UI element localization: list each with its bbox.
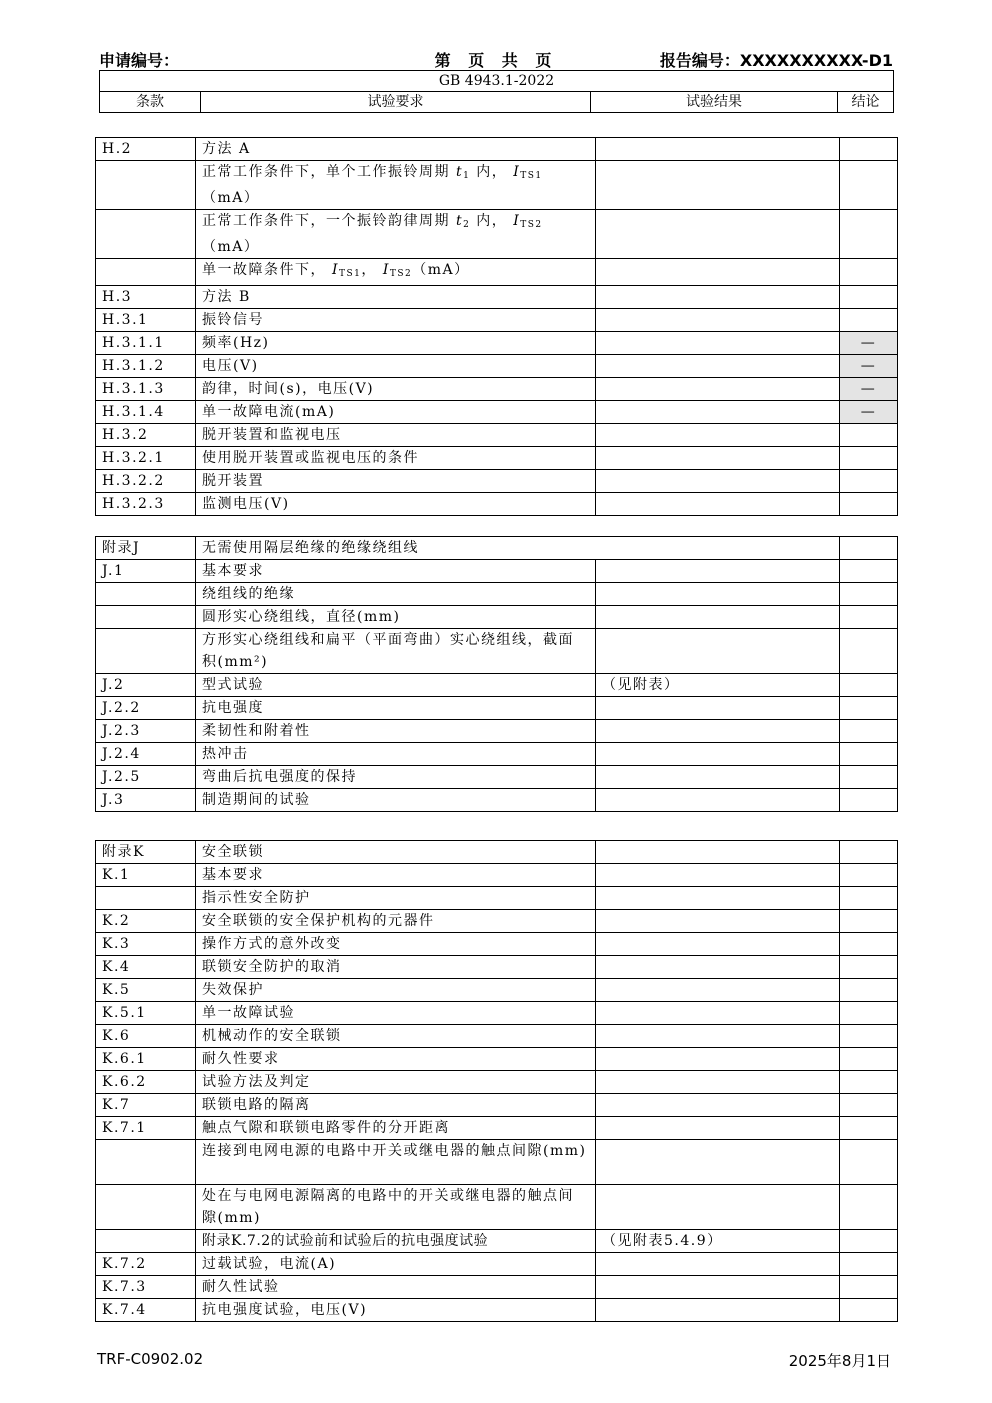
result-cell[interactable] [596, 470, 840, 493]
result-cell[interactable] [596, 161, 840, 210]
col-header-clause: 条款 [100, 92, 201, 113]
table-row [96, 1094, 898, 1117]
clause: J.2 [96, 674, 196, 697]
footer-date: 2025年8月1日 [788, 1352, 891, 1370]
table-row [96, 1185, 898, 1230]
footer-form-number: TRF-C0902.02 [97, 1350, 204, 1368]
result-cell[interactable] [596, 1299, 840, 1322]
requirement: 单一故障条件下， $I_{TS1}$， $I_{TS2}(mA)$ [196, 259, 596, 286]
result-cell[interactable] [596, 720, 840, 743]
verdict-cell[interactable] [840, 606, 898, 629]
clause: K.6.1 [96, 1048, 196, 1071]
verdict-cell[interactable] [840, 933, 898, 956]
table-row [96, 766, 898, 789]
table-row [96, 447, 898, 470]
col-header-result: 试验结果 [591, 92, 838, 113]
requirement: 型式试验 [196, 674, 596, 697]
section-h-table [95, 137, 898, 516]
requirement: 热冲击 [196, 743, 596, 766]
requirement: 监测电压(V) [196, 493, 596, 516]
result-cell[interactable] [596, 210, 840, 259]
result-cell[interactable] [596, 1002, 840, 1025]
result-cell[interactable] [596, 424, 840, 447]
requirement: 耐久性试验 [196, 1276, 596, 1299]
result-cell[interactable] [596, 447, 840, 470]
verdict-cell[interactable] [840, 887, 898, 910]
result-cell[interactable] [596, 138, 840, 161]
result-cell[interactable] [596, 1071, 840, 1094]
verdict-cell[interactable] [840, 138, 898, 161]
requirement: 失效保护 [196, 979, 596, 1002]
clause: K.5.1 [96, 1002, 196, 1025]
clause: 附录J [96, 537, 196, 560]
table-row [96, 210, 898, 259]
table-row [96, 720, 898, 743]
table-row [96, 789, 898, 812]
clause: K.7.1 [96, 1117, 196, 1140]
requirement: 抗电强度 [196, 697, 596, 720]
table-row [96, 401, 898, 424]
verdict-cell[interactable] [840, 1025, 898, 1048]
table-row [96, 493, 898, 516]
clause: H.3.1.3 [96, 378, 196, 401]
result-cell[interactable] [596, 1140, 840, 1185]
clause: H.3.1.4 [96, 401, 196, 424]
table-row [96, 1140, 898, 1185]
result-cell[interactable] [596, 629, 840, 674]
result-cell[interactable] [596, 1253, 840, 1276]
clause: K.6.2 [96, 1071, 196, 1094]
table-row [96, 424, 898, 447]
table-row [96, 606, 898, 629]
verdict-cell[interactable] [840, 210, 898, 259]
table-row [96, 910, 898, 933]
clause [96, 1140, 196, 1185]
clause [96, 583, 196, 606]
result-cell[interactable] [596, 583, 840, 606]
requirement: 处在与电网电源隔离的电路中的开关或继电器的触点间隙(mm) [196, 1185, 596, 1230]
result-cell[interactable] [596, 259, 840, 286]
verdict-cell[interactable] [840, 493, 898, 516]
table-row [96, 1025, 898, 1048]
result-cell[interactable] [596, 493, 840, 516]
table-row [96, 583, 898, 606]
result-cell[interactable] [596, 1048, 840, 1071]
requirement: 基本要求 [196, 864, 596, 887]
table-row [96, 1117, 898, 1140]
verdict-cell: — [840, 355, 898, 378]
requirement: 电压(V) [196, 355, 596, 378]
requirement: 韵律，时间(s)，电压(V) [196, 378, 596, 401]
requirement: 振铃信号 [196, 309, 596, 332]
verdict-cell[interactable] [840, 447, 898, 470]
result-cell[interactable] [596, 789, 840, 812]
clause: K.3 [96, 933, 196, 956]
table-row [96, 933, 898, 956]
verdict-cell[interactable] [840, 1048, 898, 1071]
verdict-cell[interactable] [840, 956, 898, 979]
requirement: 单一故障试验 [196, 1002, 596, 1025]
clause: J.1 [96, 560, 196, 583]
verdict-cell[interactable] [840, 979, 898, 1002]
verdict-cell[interactable] [840, 1230, 898, 1253]
requirement: 制造期间的试验 [196, 789, 596, 812]
requirement: 机械动作的安全联锁 [196, 1025, 596, 1048]
standard-number: GB 4943.1-2022 [100, 71, 894, 92]
result-cell[interactable] [596, 355, 840, 378]
clause: K.4 [96, 956, 196, 979]
table-row [96, 1002, 898, 1025]
clause: K.1 [96, 864, 196, 887]
clause: H.3.1.1 [96, 332, 196, 355]
table-row [96, 537, 898, 560]
requirement: 圆形实心绕组线，直径(mm) [196, 606, 596, 629]
requirement: 脱开装置 [196, 470, 596, 493]
requirement: 连接到电网电源的电路中开关或继电器的触点间隙(mm) [196, 1140, 596, 1185]
table-row [96, 1253, 898, 1276]
verdict-cell[interactable] [840, 841, 898, 864]
requirement: 试验方法及判定 [196, 1071, 596, 1094]
clause: H.3 [96, 286, 196, 309]
verdict-cell[interactable] [840, 1117, 898, 1140]
col-header-requirement: 试验要求 [201, 92, 591, 113]
table-row [96, 378, 898, 401]
result-cell[interactable] [596, 1025, 840, 1048]
clause [96, 161, 196, 210]
requirement: 脱开装置和监视电压 [196, 424, 596, 447]
verdict-cell[interactable] [840, 674, 898, 697]
requirement: 无需使用隔层绝缘的绝缘绕组线 [196, 537, 840, 560]
clause: K.7.4 [96, 1299, 196, 1322]
verdict-cell[interactable] [840, 1276, 898, 1299]
verdict-cell[interactable] [840, 470, 898, 493]
clause: J.2.3 [96, 720, 196, 743]
result-cell[interactable] [596, 606, 840, 629]
clause: K.7.2 [96, 1253, 196, 1276]
result-cell[interactable] [596, 401, 840, 424]
table-row [96, 1230, 898, 1253]
clause: H.3.2 [96, 424, 196, 447]
clause: H.3.2.3 [96, 493, 196, 516]
page-header [99, 48, 893, 70]
clause: J.2.5 [96, 766, 196, 789]
table-row [96, 1299, 898, 1322]
requirement: 弯曲后抗电强度的保持 [196, 766, 596, 789]
clause: J.2.4 [96, 743, 196, 766]
clause [96, 1185, 196, 1230]
requirement: 方法 A [196, 138, 596, 161]
requirement: 绕组线的绝缘 [196, 583, 596, 606]
result-cell[interactable] [596, 841, 840, 864]
table-row [96, 674, 898, 697]
result-cell[interactable] [596, 309, 840, 332]
result-cell[interactable] [596, 560, 840, 583]
requirement: 正常工作条件下，单个工作振铃周期 $t_1$ 内， $I_{TS1}(mA)$ [196, 161, 596, 210]
verdict-cell[interactable] [840, 161, 898, 210]
requirement: 柔韧性和附着性 [196, 720, 596, 743]
result-cell[interactable] [596, 864, 840, 887]
requirement: 联锁安全防护的取消 [196, 956, 596, 979]
standard-header-table [99, 70, 894, 113]
verdict-cell[interactable] [840, 1299, 898, 1322]
clause [96, 259, 196, 286]
verdict-cell[interactable] [840, 1253, 898, 1276]
verdict-cell[interactable] [840, 1071, 898, 1094]
result-cell[interactable] [596, 887, 840, 910]
table-row [96, 743, 898, 766]
requirement: 方法 B [196, 286, 596, 309]
result-cell[interactable] [596, 979, 840, 1002]
table-row [96, 355, 898, 378]
clause [96, 606, 196, 629]
requirement: 正常工作条件下，一个振铃韵律周期 $t_2$ 内， $I_{TS2}(mA)$ [196, 210, 596, 259]
verdict-cell[interactable] [840, 560, 898, 583]
verdict-cell[interactable] [840, 743, 898, 766]
report-number: 报告编号：XXXXXXXXXX-D1 [659, 51, 893, 70]
table-row [96, 1071, 898, 1094]
verdict-cell[interactable] [840, 1185, 898, 1230]
application-number-label: 申请编号： [99, 51, 180, 70]
clause [96, 1230, 196, 1253]
result-cell[interactable] [596, 1117, 840, 1140]
clause: K.6 [96, 1025, 196, 1048]
clause [96, 629, 196, 674]
clause: J.2.2 [96, 697, 196, 720]
clause: K.7.3 [96, 1276, 196, 1299]
requirement: 触点气隙和联锁电路零件的分开距离 [196, 1117, 596, 1140]
requirement: 频率(Hz) [196, 332, 596, 355]
clause [96, 887, 196, 910]
result-cell[interactable] [596, 378, 840, 401]
requirement: 指示性安全防护 [196, 887, 596, 910]
table-row [96, 629, 898, 674]
result-cell[interactable]: （见附表） [596, 674, 840, 697]
col-header-verdict: 结论 [838, 92, 894, 113]
table-row [96, 470, 898, 493]
table-row [96, 1276, 898, 1299]
verdict-cell[interactable] [840, 583, 898, 606]
clause: K.7 [96, 1094, 196, 1117]
clause: H.3.1.2 [96, 355, 196, 378]
requirement: 过载试验，电流(A) [196, 1253, 596, 1276]
table-row [96, 697, 898, 720]
requirement: 操作方式的意外改变 [196, 933, 596, 956]
requirement: 使用脱开装置或监视电压的条件 [196, 447, 596, 470]
clause: K.2 [96, 910, 196, 933]
clause [96, 210, 196, 259]
table-row [96, 887, 898, 910]
requirement: 方形实心绕组线和扁平（平面弯曲）实心绕组线，截面积(mm²) [196, 629, 596, 674]
result-cell[interactable] [596, 697, 840, 720]
clause: H.3.2.2 [96, 470, 196, 493]
verdict-cell[interactable] [840, 424, 898, 447]
verdict-cell[interactable] [840, 766, 898, 789]
verdict-cell: — [840, 378, 898, 401]
requirement: 联锁电路的隔离 [196, 1094, 596, 1117]
result-cell[interactable]: （见附表5.4.9） [596, 1230, 840, 1253]
result-cell[interactable] [596, 1185, 840, 1230]
clause: H.2 [96, 138, 196, 161]
result-cell[interactable] [596, 743, 840, 766]
verdict-cell[interactable] [840, 259, 898, 286]
verdict-cell[interactable] [840, 720, 898, 743]
table-row [96, 1048, 898, 1071]
requirement: 抗电强度试验，电压(V) [196, 1299, 596, 1322]
verdict-cell[interactable] [840, 629, 898, 674]
requirement: 基本要求 [196, 560, 596, 583]
verdict-cell[interactable] [840, 910, 898, 933]
result-cell[interactable] [596, 956, 840, 979]
verdict-cell[interactable] [840, 1094, 898, 1117]
section-k-table [95, 840, 898, 1322]
requirement: 安全联锁 [196, 841, 596, 864]
verdict-cell[interactable] [840, 789, 898, 812]
table-row [96, 864, 898, 887]
table-row [96, 560, 898, 583]
clause: H.3.2.1 [96, 447, 196, 470]
clause: 附录K [96, 841, 196, 864]
result-cell[interactable] [596, 1276, 840, 1299]
result-cell[interactable] [596, 1094, 840, 1117]
verdict-cell: — [840, 401, 898, 424]
clause: J.3 [96, 789, 196, 812]
table-row [96, 956, 898, 979]
result-cell[interactable] [596, 766, 840, 789]
verdict-cell[interactable] [840, 697, 898, 720]
table-row [96, 332, 898, 355]
requirement: 安全联锁的安全保护机构的元器件 [196, 910, 596, 933]
result-cell[interactable] [596, 332, 840, 355]
result-cell[interactable] [596, 286, 840, 309]
verdict-cell[interactable] [840, 286, 898, 309]
result-cell[interactable] [596, 933, 840, 956]
table-row [96, 979, 898, 1002]
requirement: 单一故障电流(mA) [196, 401, 596, 424]
table-row [96, 286, 898, 309]
requirement: 耐久性要求 [196, 1048, 596, 1071]
requirement: 附录K.7.2的试验前和试验后的抗电强度试验 [196, 1230, 596, 1253]
table-row [96, 259, 898, 286]
table-row [96, 161, 898, 210]
table-row [96, 841, 898, 864]
page-count: 第 页 共 页 [434, 51, 558, 70]
result-cell[interactable] [596, 910, 840, 933]
verdict-cell: — [840, 332, 898, 355]
verdict-cell[interactable] [840, 309, 898, 332]
clause: K.5 [96, 979, 196, 1002]
verdict-cell[interactable] [840, 1140, 898, 1185]
clause: H.3.1 [96, 309, 196, 332]
table-row [96, 138, 898, 161]
verdict-cell[interactable] [840, 1002, 898, 1025]
verdict-cell[interactable] [840, 537, 898, 560]
verdict-cell[interactable] [840, 864, 898, 887]
section-j-table [95, 536, 898, 812]
table-row [96, 309, 898, 332]
